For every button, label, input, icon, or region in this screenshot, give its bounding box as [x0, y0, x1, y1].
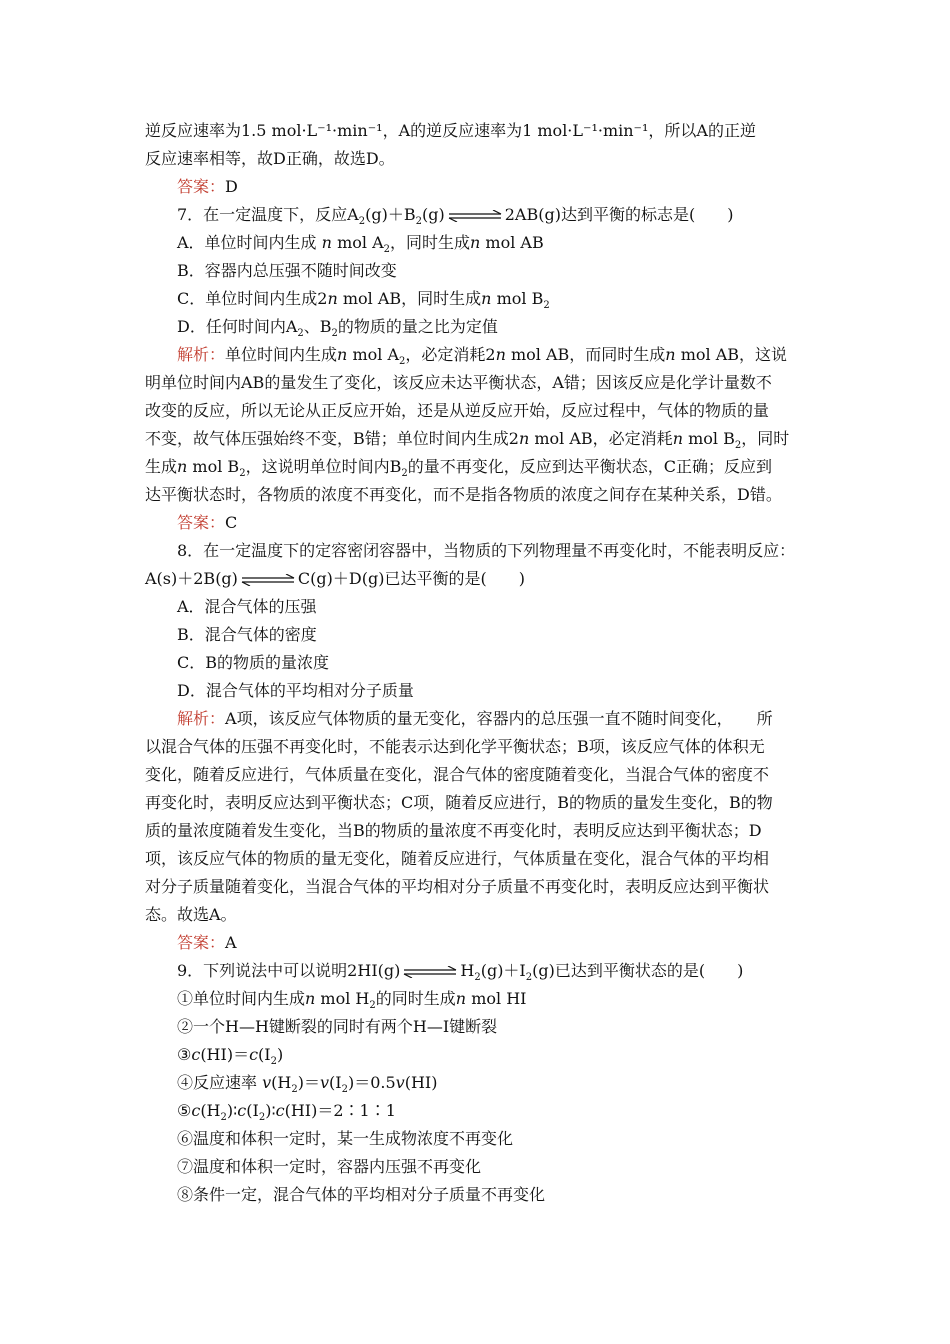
question-9-stem: 9．下列说法中可以说明2HI(g) $H_2(g)+I_2(g)$已达到平衡状态的是( )	[177, 961, 744, 984]
explanation-line: 解析：A项，该反应气体物质的量无变化，容器内的总压强一直不随时间变化， 所	[177, 709, 773, 728]
option-c: C．单位时间内生成2n mol AB，同时生成n mol $B_2$	[177, 289, 550, 312]
statement-item: ⑦温度和体积一定时，容器内压强不再变化	[177, 1157, 482, 1176]
explanation-line: 再变化时，表明反应达到平衡状态；C项，随着反应进行，B的物质的量发生变化，B的物	[145, 793, 773, 812]
equilibrium-arrow-icon	[447, 210, 503, 222]
option-a: A．单位时间内生成 n mol $A_2$，同时生成n mol AB	[177, 233, 544, 256]
explanation-line: 项，该反应气体的物质的量无变化，随着反应进行，气体质量在变化，混合气体的平均相	[145, 849, 770, 868]
option-b: B．混合气体的密度	[177, 625, 317, 644]
explanation-line: 以混合气体的压强不再变化时，不能表示达到化学平衡状态；B项，该反应气体的体积无	[145, 737, 765, 756]
option-d: D．混合气体的平均相对分子质量	[177, 681, 414, 700]
explanation-label: 解析：	[177, 345, 226, 364]
statement-item: ④反应速率 $v(H_2)=v(I_2)=0.5v(HI)$	[177, 1073, 438, 1096]
question-8-stem: 8．在一定温度下的定容密闭容器中，当物质的下列物理量不再变化时，不能表明反应：	[177, 541, 796, 560]
answer-label: 答案：	[177, 933, 226, 952]
explanation-line: 态。故选A。	[145, 905, 237, 924]
option-d: D．任何时间内$A_2$、$B_2$的物质的量之比为定值	[177, 317, 498, 340]
question-8-stem: A(s)＋2B(g) C(g)＋D(g)已达平衡的是( )	[145, 569, 525, 588]
explanation-line: 对分子质量随着变化，当混合气体的平均相对分子质量不再变化时，表明反应达到平衡状	[145, 877, 770, 896]
option-b: B．容器内总压强不随时间改变	[177, 261, 397, 280]
explanation-line: 反应速率相等，故D正确，故选D。	[145, 149, 395, 168]
explanation-line: 不变，故气体压强始终不变，B错；单位时间内生成2n mol AB，必定消耗n mol $B_2$，同时	[145, 429, 790, 452]
answer-value: A	[225, 933, 237, 952]
equilibrium-arrow-icon	[240, 574, 296, 586]
answer-line	[177, 512, 237, 534]
statement-item: $③c(HI)=c(I_2)$	[177, 1045, 284, 1068]
explanation-line: 质的量浓度随着发生变化，当B的物质的量浓度不再变化时，表明反应达到平衡状态；D	[145, 821, 762, 840]
explanation-line: 逆反应速率为1.5 mol·L⁻¹·min⁻¹，A的逆反应速率为1 mol·L⁻¹·min⁻¹，所以A的正逆	[145, 121, 756, 140]
explanation-line: 改变的反应，所以无论从正反应开始，还是从逆反应开始，反应过程中，气体的物质的量	[145, 401, 770, 420]
statement-item: ②一个H—H键断裂的同时有两个H—I键断裂	[177, 1017, 498, 1036]
explanation-label: 解析：	[177, 709, 226, 728]
statement-item: $⑤c(H_2)∶c(I_2)∶c(HI)=2∶1∶1$	[177, 1101, 396, 1124]
answer-label: 答案：	[177, 513, 226, 532]
explanation-line: 生成n mol $B_2$，这说明单位时间内$B_2$的量不再变化，反应到达平衡状态，C正确；反应到	[145, 457, 772, 480]
answer-line	[177, 176, 238, 198]
answer-line	[177, 932, 237, 954]
explanation-line: 变化，随着反应进行，气体质量在变化，混合气体的密度随着变化，当混合气体的密度不	[145, 765, 770, 784]
answer-label: 答案：	[177, 177, 226, 196]
equilibrium-arrow-icon	[402, 966, 458, 978]
statement-item: ⑧条件一定，混合气体的平均相对分子质量不再变化	[177, 1185, 546, 1204]
statement-item: ①单位时间内生成n mol $H_2$的同时生成n mol HI	[177, 989, 527, 1012]
explanation-line: 明单位时间内AB的量发生了变化，该反应未达平衡状态，A错；因该反应是化学计量数不	[145, 373, 772, 392]
explanation-line: 达平衡状态时，各物质的浓度不再变化，而不是指各物质的浓度之间存在某种关系，D错。	[145, 485, 782, 504]
option-a: A．混合气体的压强	[177, 597, 317, 616]
explanation-line: 解析：单位时间内生成n mol $A_2$，必定消耗2n mol AB，而同时生成n mol AB，这说	[177, 345, 788, 368]
answer-value: D	[225, 177, 238, 196]
question-7-stem: 7．在一定温度下，反应$A_2(g)+B_2(g)$ 2AB(g)达到平衡的标志是( )	[177, 205, 734, 228]
answer-value: C	[225, 513, 238, 532]
statement-item: ⑥温度和体积一定时，某一生成物浓度不再变化	[177, 1129, 514, 1148]
option-c: C．B的物质的量浓度	[177, 653, 330, 672]
